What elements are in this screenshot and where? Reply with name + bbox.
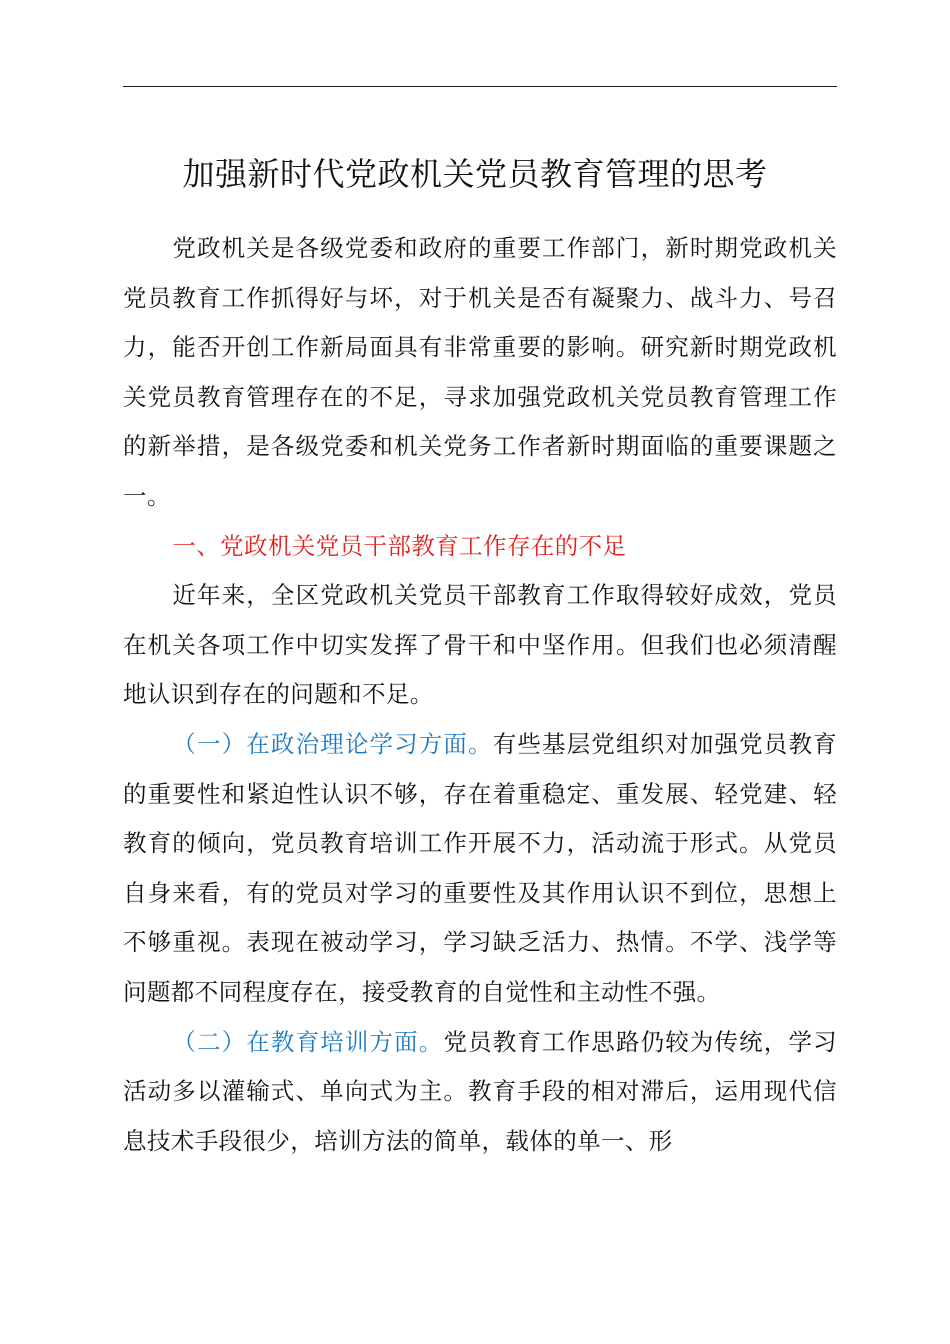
section-1-heading: 一、党政机关党员干部教育工作存在的不足 <box>172 531 627 560</box>
point-2-label: （二）在教育培训方面。 <box>172 1027 444 1056</box>
intro-paragraph: 党政机关是各级党委和政府的重要工作部门，新时期党政机关党员教育工作抓得好与坏，对于机关是否有凝聚力、战斗力、号召力，能否开创工作新局面具有非常重要的影响。研究新时期党政机关党员教育管理存在的不足，寻求加强党政机关党员教育管理工作的新举措，是各级党委和机关党务工作者新时期面临的重要课题之一。 <box>123 234 837 510</box>
document-body <box>123 224 837 1166</box>
section-1-intro-paragraph: 近年来，全区党政机关党员干部教育工作取得较好成效，党员在机关各项工作中切实发挥了骨干和中坚作用。但我们也必须清醒地认识到存在的问题和不足。 <box>123 581 837 709</box>
point-2-text: 党员教育工作思路仍较为传统，学习活动多以灌输式、单向式为主。教育手段的相对滞后，运用现代信息技术手段很少，培训方法的简单，载体的单一、形 <box>123 1027 837 1155</box>
document-title: 加强新时代党政机关党员教育管理的思考 <box>182 155 768 193</box>
header-rule <box>123 86 837 87</box>
point-2-paragraph <box>123 1018 837 1167</box>
point-1-label: （一）在政治理论学习方面。 <box>172 729 493 758</box>
point-1-paragraph <box>123 720 837 1018</box>
point-1-text: 有些基层党组织对加强党员教育的重要性和紧迫性认识不够，存在着重稳定、重发展、轻党建、轻教育的倾向，党员教育培训工作开展不力，活动流于形式。从党员自身来看，有的党员对学习的重要性及其作用认识不到位，思想上不够重视。表现在被动学习，学习缺乏活力、热情。不学、浅学等问题都不同程度存在，接受教育的自觉性和主动性不强。 <box>123 729 837 1006</box>
